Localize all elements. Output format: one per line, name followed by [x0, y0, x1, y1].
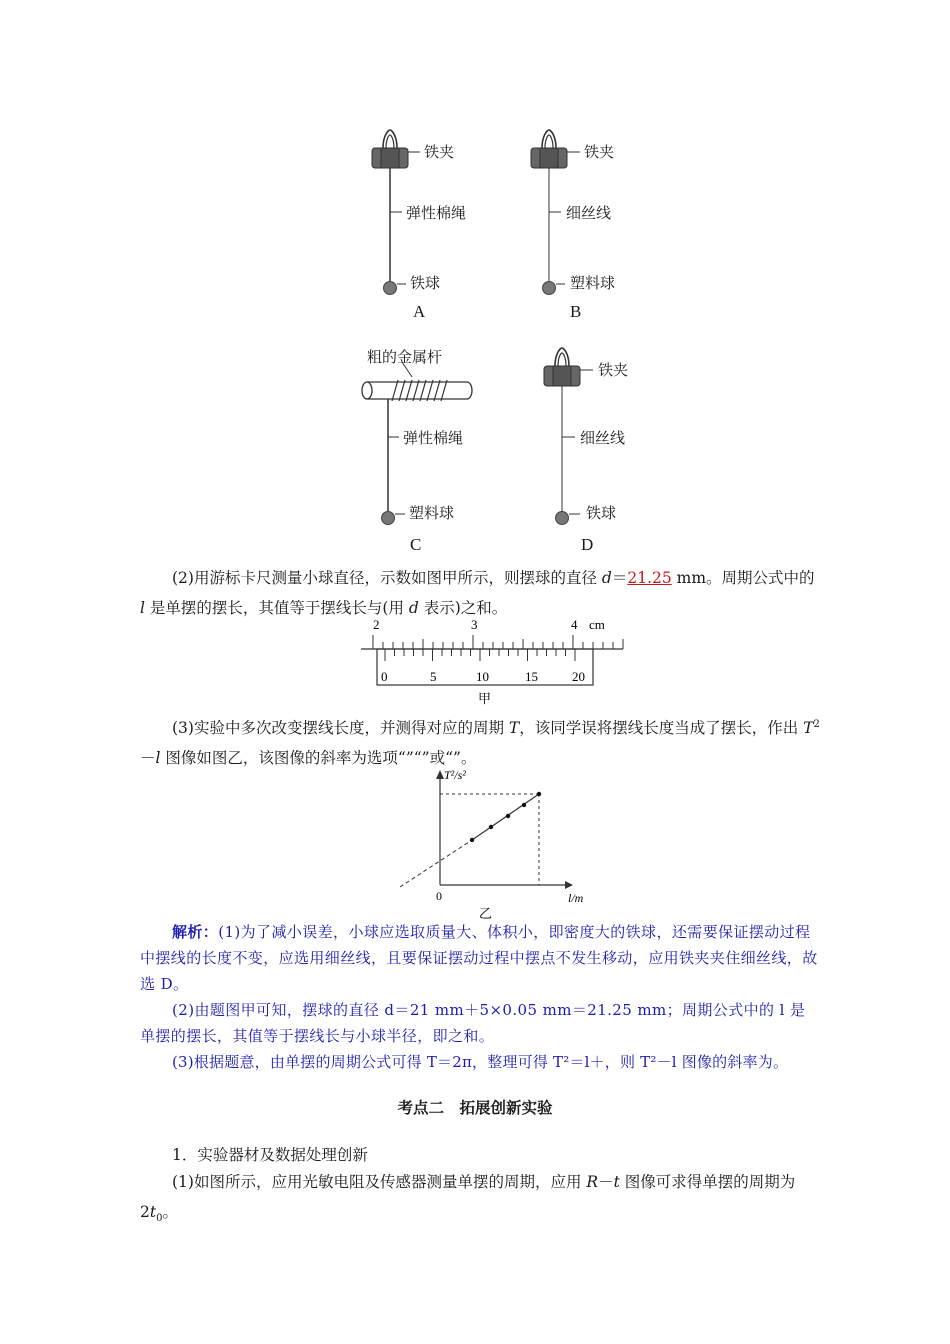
- origin-label: 0: [436, 889, 442, 903]
- unit-label: cm: [589, 617, 605, 632]
- vernier-caliper: [355, 615, 635, 710]
- y-axis-label: T²/s²: [444, 768, 466, 782]
- x-axis-arrow: [565, 881, 573, 889]
- label-a-clamp: 铁夹: [424, 143, 455, 161]
- vernier-label-0: 0: [381, 669, 388, 684]
- data-point: [537, 792, 541, 796]
- section-heading: 考点二 拓展创新实验: [397, 1098, 553, 1117]
- label-c-ball: 塑料球: [409, 504, 455, 522]
- analysis-head: 解析：: [172, 923, 219, 941]
- label-b-string: 细丝线: [566, 204, 612, 222]
- caption-b: B: [570, 302, 582, 321]
- main-label-4: 4: [571, 617, 578, 632]
- label-a-ball: 铁球: [410, 274, 441, 292]
- subsection-title: 1．实验器材及数据处理创新: [172, 1146, 368, 1164]
- data-point: [506, 814, 510, 818]
- analysis-2: (2)由题图甲可知，摆球的直径 d＝21 mm＋5×0.05 mm＝21.25 mm；周期公式中的 l 是单摆的摆长，其值等于摆线长与小球半径，即之和。: [140, 1001, 806, 1045]
- question-3: (3)实验中多次改变摆线长度，并测得对应的周期 T，该同学误将摆线长度当成了摆长，作出 $T^2-l$ 图像如图乙，该图像的斜率为选项“”“”或“”。: [140, 719, 820, 768]
- caption-d: D: [581, 535, 594, 554]
- data-point: [470, 838, 474, 842]
- vernier-label-15: 15: [525, 669, 538, 684]
- t2-l-graph: [390, 765, 610, 920]
- apparatus-figure: [0, 0, 950, 560]
- caliper-caption: 甲: [478, 691, 492, 706]
- caption-a: A: [413, 302, 426, 321]
- label-a-string: 弹性棉绳: [406, 204, 467, 222]
- label-d-ball: 铁球: [586, 504, 617, 522]
- vernier-label-20: 20: [572, 669, 585, 684]
- analysis-1: 解析：(1)为了减小误差，小球应选取质量大、体积小，即密度大的铁球，还需要保证摆动过程中摆线的长度不变，应选用细丝线，且要保证摆动过程中摆点不发生移动，应用铁夹夹住细丝线，故选 D。: [140, 923, 818, 993]
- main-label-3: 3: [471, 617, 478, 632]
- question-2: (2)用游标卡尺测量小球直径，示数如图甲所示，则摆球的直径 d＝21.25 mm。周期公式中的 l 是单摆的摆长，其值等于摆线长与(用 d 表示)之和。: [140, 569, 815, 617]
- label-c-string: 弹性棉绳: [403, 429, 464, 447]
- data-point: [522, 803, 526, 807]
- graph-caption: 乙: [479, 906, 493, 920]
- vernier-label-10: 10: [476, 669, 489, 684]
- label-d-string: 细丝线: [580, 429, 626, 447]
- caption-c: C: [410, 535, 422, 554]
- answer-diameter: 21.25: [627, 569, 672, 587]
- extrapolated-line: [400, 840, 472, 887]
- label-b-ball: 塑料球: [570, 274, 616, 292]
- x-axis-label: l/m: [568, 891, 584, 905]
- vernier-label-5: 5: [430, 669, 437, 684]
- y-axis-arrow: [436, 770, 444, 779]
- label-d-clamp: 铁夹: [598, 361, 629, 379]
- final-paragraph: (1)如图所示，应用光敏电阻及传感器测量单摆的周期，应用 R－t 图像可求得单摆的周期为 $2t_0$。: [140, 1173, 796, 1225]
- analysis-3: (3)根据题意，由单摆的周期公式可得 T＝2π，整理可得 T²＝l＋，则 T²－l 图像的斜率为。: [172, 1053, 789, 1071]
- main-label-2: 2: [373, 617, 380, 632]
- label-b-clamp: 铁夹: [584, 143, 615, 161]
- data-point: [489, 825, 493, 829]
- fit-line: [472, 794, 539, 840]
- label-c-rod: 粗的金属杆: [367, 348, 443, 366]
